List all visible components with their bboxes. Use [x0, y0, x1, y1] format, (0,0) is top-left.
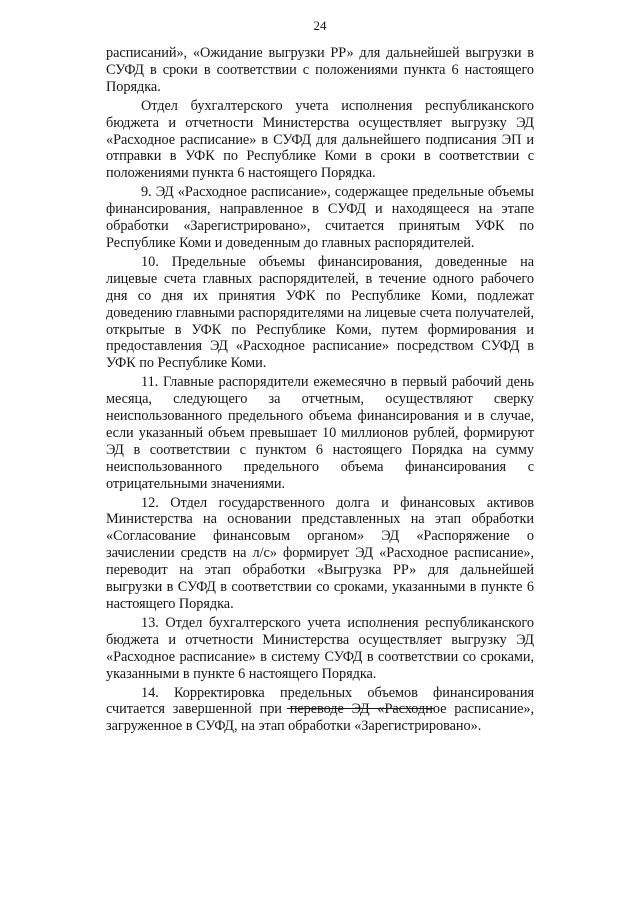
paragraph-item-10: 10. Предельные объемы финансирования, доведенные на лицевые счета главных распорядителей, в течение одного рабочего дня со дня их принятия УФК по Республике Коми, подлежат доведению главными распорядителями на лицевые счета получателей, открытые в УФК по Республике Коми, путем формирования и предоставления ЭД «Расходное расписание» посредством СУФД в УФК по Республике Коми.	[106, 253, 534, 372]
paragraph-continuation: расписаний», «Ожидание выгрузки РР» для дальнейшей выгрузки в СУФД в сроки в соответствии с положениями пункта 6 настоящего Порядка.	[106, 45, 534, 95]
paragraph-item-14: 14. Корректировка предельных объемов финансирования считается завершенной при переводе ЭД «Расходное расписание», загруженное в СУФД, на этап обработки «Зарегистрировано».	[106, 684, 534, 735]
paragraph-item-12: 12. Отдел государственного долга и финансовых активов Министерства на основании представленных на этап обработки «Согласование финансовым органом» ЭД «Распоряжение о зачислении средств на л/с» формирует ЭД «Расходное расписание», переводит на этап обработки «Выгрузка РР» для дальнейшей выгрузки в СУФД в соответствии со сроками, указанными в пункте 6 настоящего Порядка.	[106, 494, 534, 612]
page-number: 24	[313, 18, 327, 33]
closing-divider-line	[287, 708, 434, 709]
paragraph-item-9: 9. ЭД «Расходное расписание», содержащее предельные объемы финансирования, направленное в СУФД и находящееся на этапе обработки «Зарегистрировано», считается принятым УФК по Республике Коми и доведенным до главных распорядителей.	[106, 184, 534, 251]
document-body	[106, 45, 534, 735]
paragraph-item-13: 13. Отдел бухгалтерского учета исполнения республиканского бюджета и отчетности Министерства осуществляет выгрузку ЭД «Расходное расписание» в систему СУФД в соответствии со сроками, указанными в пункте 6 настоящего Порядка.	[106, 614, 534, 682]
paragraph-item-11: 11. Главные распорядители ежемесячно в первый рабочий день месяца, следующего за отчетным, осуществляют сверку неиспользованного предельного объема финансирования и в случае, если указанный объем превышает 10 миллионов рублей, формируют ЭД в соответствии с пунктом 6 настоящего Порядка на сумму неиспользованного предельного объема финансирования с отрицательными значениями.	[106, 374, 534, 492]
paragraph-accounting-export: Отдел бухгалтерского учета исполнения республиканского бюджета и отчетности Министерства осуществляет выгрузку ЭД «Расходное расписание» в СУФД для дальнейшего подписания ЭП и отправки в УФК по Республике Коми в сроки в соответствии с положениями пункта 6 настоящего Порядка.	[106, 97, 534, 182]
